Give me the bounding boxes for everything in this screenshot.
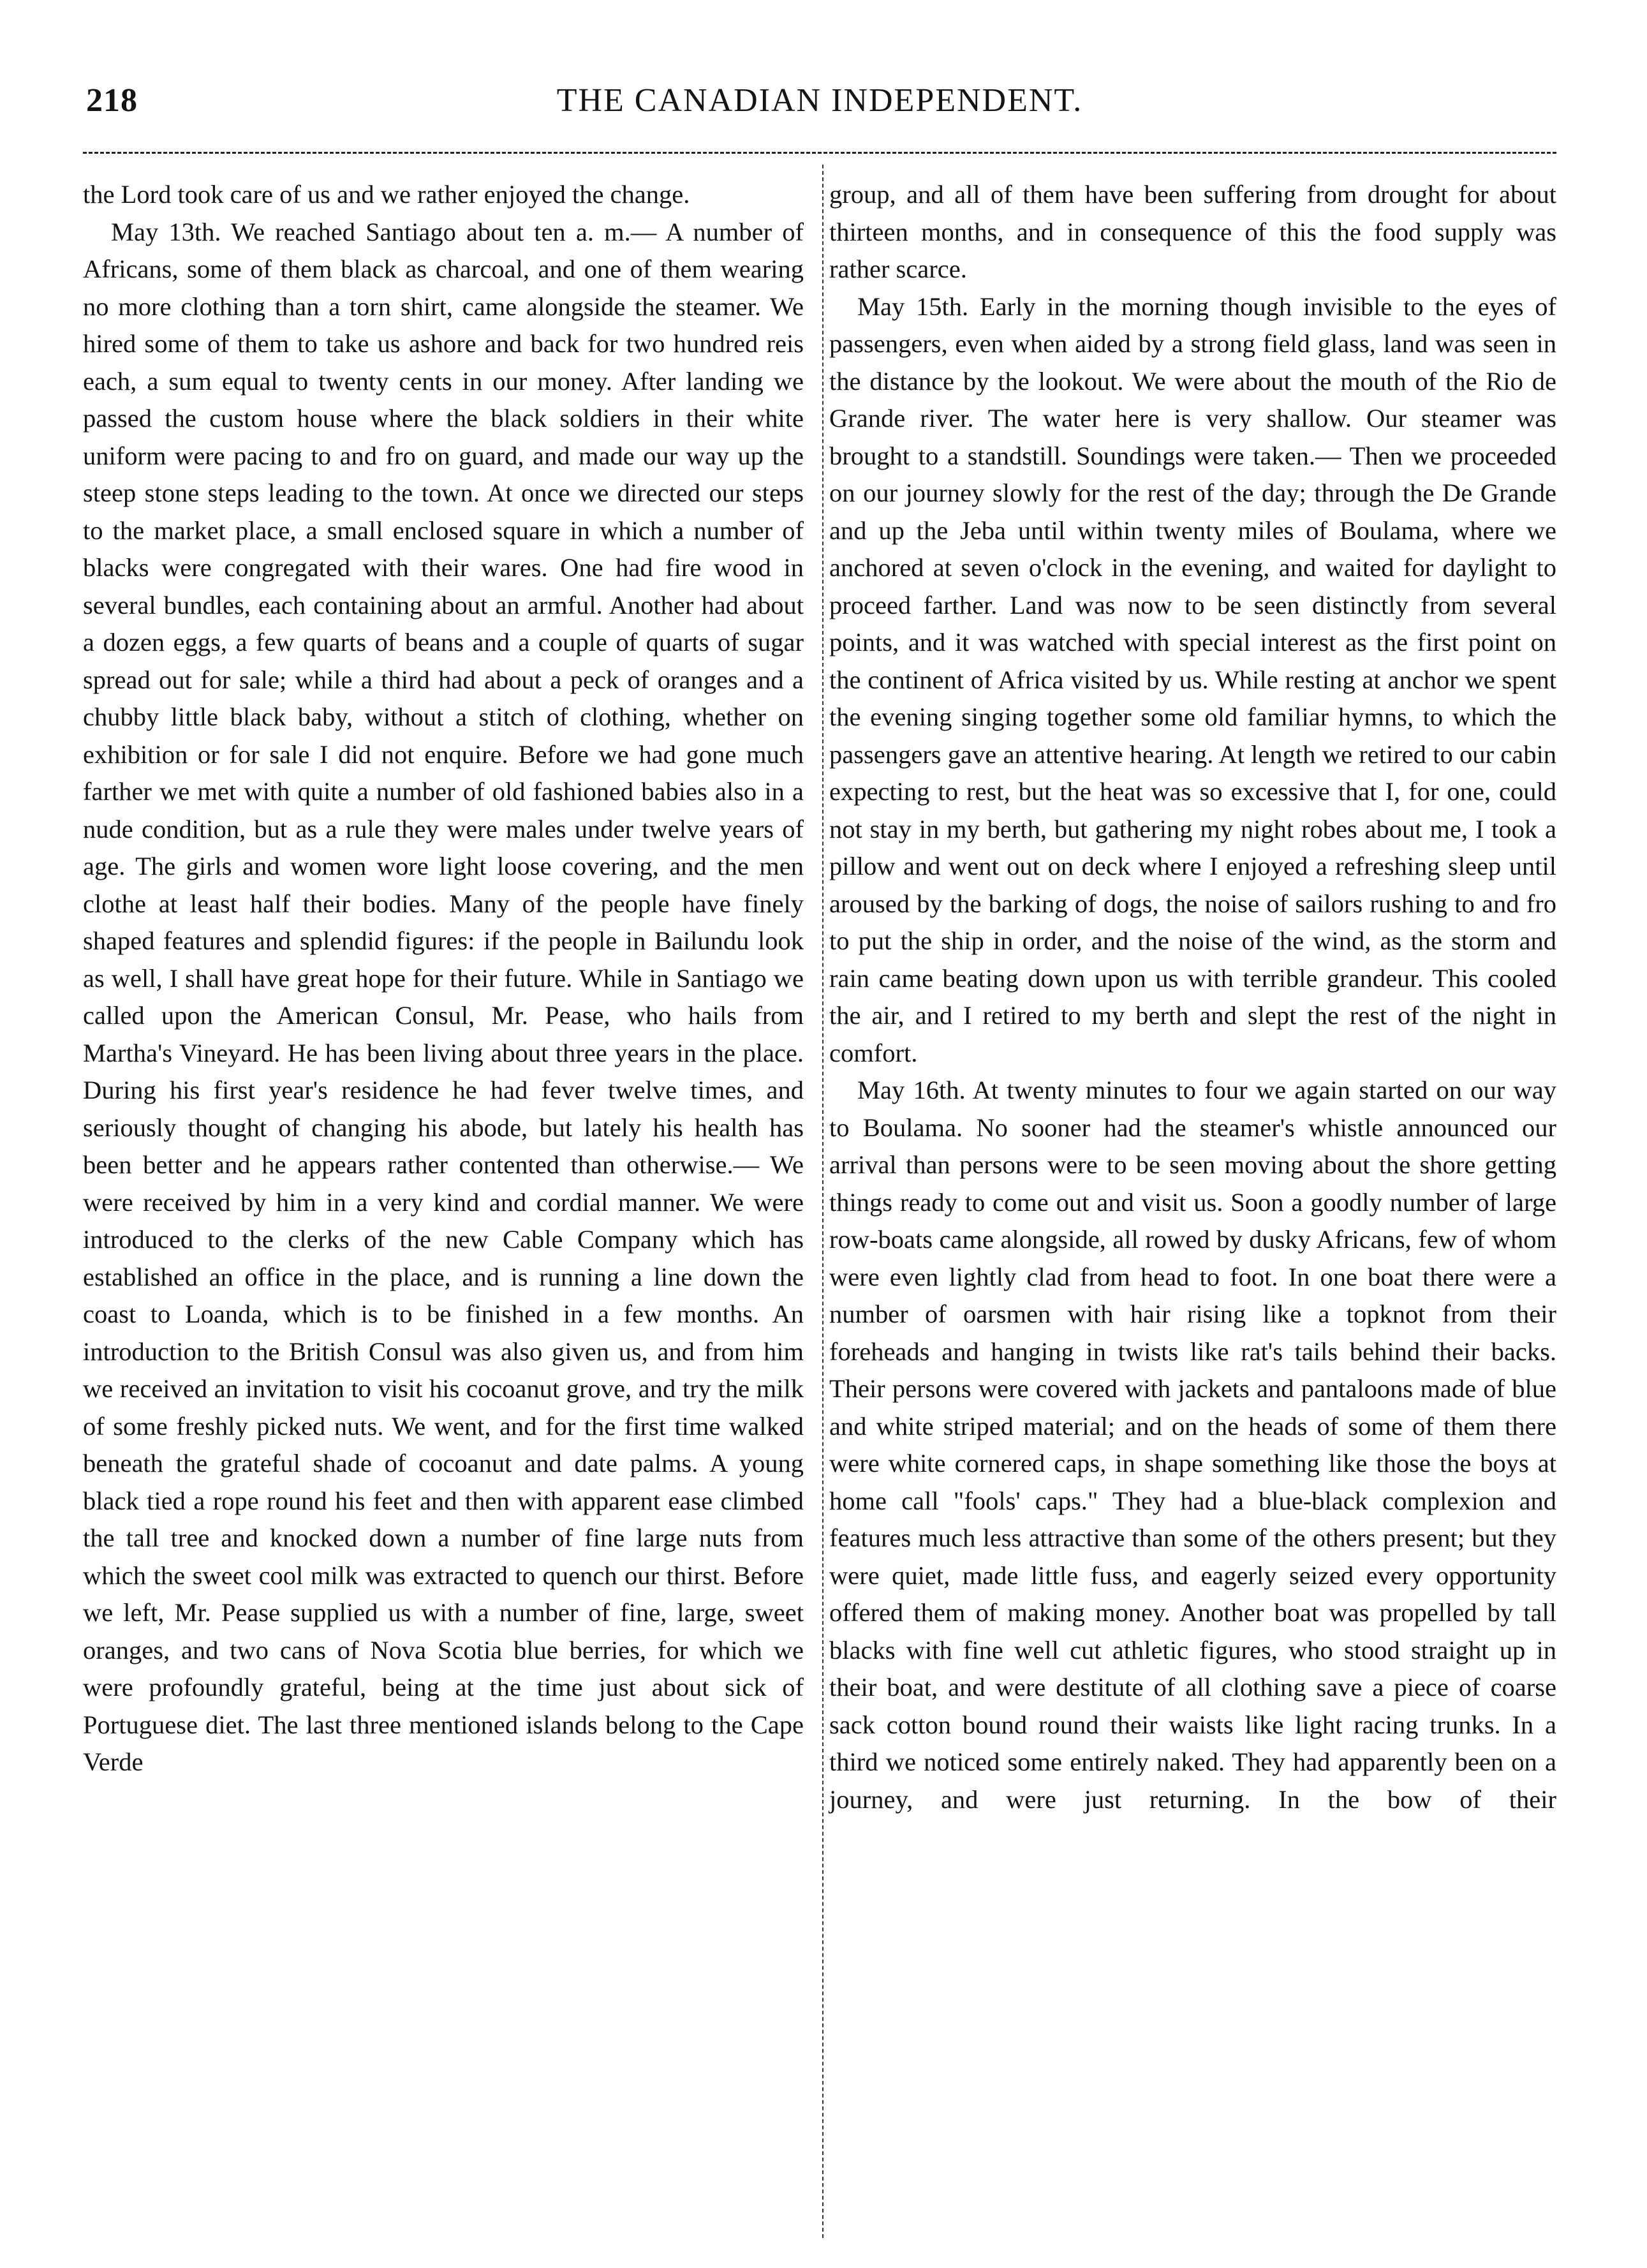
header-rule bbox=[83, 152, 1556, 154]
paragraph: May 13th. We reached Santiago about ten a. m.— A number of Africans, some of them black as charcoal, and one of them wearing no more clothing than a torn shirt, came alongside the steamer. We hired some of them to take us ashore and back for two hundred reis each, a sum equal to twenty cents in our money. After landing we passed the custom house where the black soldiers in their white uniform were pacing to and fro on guard, and made our way up the steep stone steps leading to the town. At once we directed our steps to the market place, a small enclosed square in which a number of blacks were congregated with their wares. One had fire wood in several bundles, each containing about an armful. Another had about a dozen eggs, a few quarts of beans and a couple of quarts of sugar spread out for sale; while a third had about a peck of oranges and a chubby little black baby, without a stitch of clothing, whether on exhibition or for sale I did not enquire. Before we had gone much farther we met with quite a number of old fashioned babies also in a nude condition, but as a rule they were males under twelve years of age. The girls and women wore light loose covering, and the men clothe at least half their bodies. Many of the people have finely shaped features and splendid figures: if the people in Bailundu look as well, I shall have great hope for their future. While in Santiago we called upon the American Consul, Mr. Pease, who hails from Martha's Vineyard. He has been living about three years in the place. During his first year's residence he had fever twelve times, and seriously thought of changing his abode, but lately his health has been better and he appears rather contented than otherwise.— We were received by him in a very kind and cordial manner. We were introduced to the clerks of the new Cable Company which has established an office in the place, and is running a line down the coast to Loanda, which is to be finished in a few months. An introduction to the British Consul was also given us, and from him we received an invitation to visit his cocoanut grove, and try the milk of some freshly picked nuts. We went, and for the first time walked beneath the grateful shade of cocoanut and date palms. A young black tied a rope round his feet and then with apparent ease climbed the tall tree and knocked down a number of fine large nuts from which the sweet cool milk was extracted to quench our thirst. Before we left, Mr. Pease supplied us with a number of fine, large, sweet oranges, and two cans of Nova Scotia blue berries, for which we were profoundly grateful, being at the time just about sick of Portuguese diet. The last three mentioned islands belong to the Cape Verde bbox=[83, 217, 804, 1776]
journal-title: THE CANADIAN INDEPENDENT. bbox=[556, 82, 1083, 119]
column-divider bbox=[822, 165, 824, 2238]
paragraph: group, and all of them have been suffering from drought for about thirteen months, and in consequence of this the food supply was rather scarce. bbox=[829, 180, 1556, 283]
paragraph: May 16th. At twenty minutes to four we again started on our way to Boulama. No sooner had the steamer's whistle announced our arrival than persons were to be seen moving about the shore getting things ready to come out and visit us. Soon a goodly number of large row-boats came alongside, all rowed by dusky Africans, few of whom were even lightly clad from head to foot. In one boat there were a number of oarsmen with hair rising like a topknot from their foreheads and hanging in twists like rat's tails behind their backs. Their persons were covered with jackets and pantaloons made of blue and white striped material; and on the heads of some of them there were white cornered caps, in shape something like those the boys at home call "fools' caps." They had a blue-black complexion and features much less attractive than some of the others present; but they were quiet, made little fuss, and eagerly seized every opportunity offered them of making money. Another boat was propelled by tall blacks with fine well cut athletic figures, who stood straight up in their boat, and were destitute of all clothing save a piece of coarse sack cotton bound round their waists like light racing trunks. In a third we noticed some entirely naked. They had apparently been on a journey, and were just returning. In the bow of their bbox=[829, 1076, 1556, 1814]
paragraph: May 15th. Early in the morning though invisible to the eyes of passengers, even when aided by a strong field glass, land was seen in the distance by the lookout. We were about the mouth of the Rio de Grande river. The water here is very shallow. Our steamer was brought to a standstill. Soundings were taken.— Then we proceeded on our journey slowly for the rest of the day; through the De Grande and up the Jeba until within twenty miles of Boulama, where we anchored at seven o'clock in the evening, and waited for daylight to proceed farther. Land was now to be seen distinctly from several points, and it was watched with special interest as the first point on the continent of Africa visited by us. While resting at anchor we spent the evening singing together some old familiar hymns, to which the passengers gave an attentive hearing. At length we retired to our cabin expecting to rest, but the heat was so excessive that I, for one, could not stay in my berth, but gathering my night robes about me, I took a pillow and went out on deck where I enjoyed a refreshing sleep until aroused by the barking of dogs, the noise of sailors rushing to and fro to put the ship in order, and the noise of the wind, as the storm and rain came beating down upon us with terrible grandeur. This cooled the air, and I retired to my berth and slept the rest of the night in comfort. bbox=[829, 292, 1556, 1067]
left-column bbox=[83, 176, 804, 1781]
paragraph: the Lord took care of us and we rather enjoyed the change. bbox=[83, 180, 690, 209]
page-number: 218 bbox=[86, 82, 138, 119]
running-head bbox=[86, 82, 1553, 139]
right-column bbox=[829, 176, 1556, 1818]
